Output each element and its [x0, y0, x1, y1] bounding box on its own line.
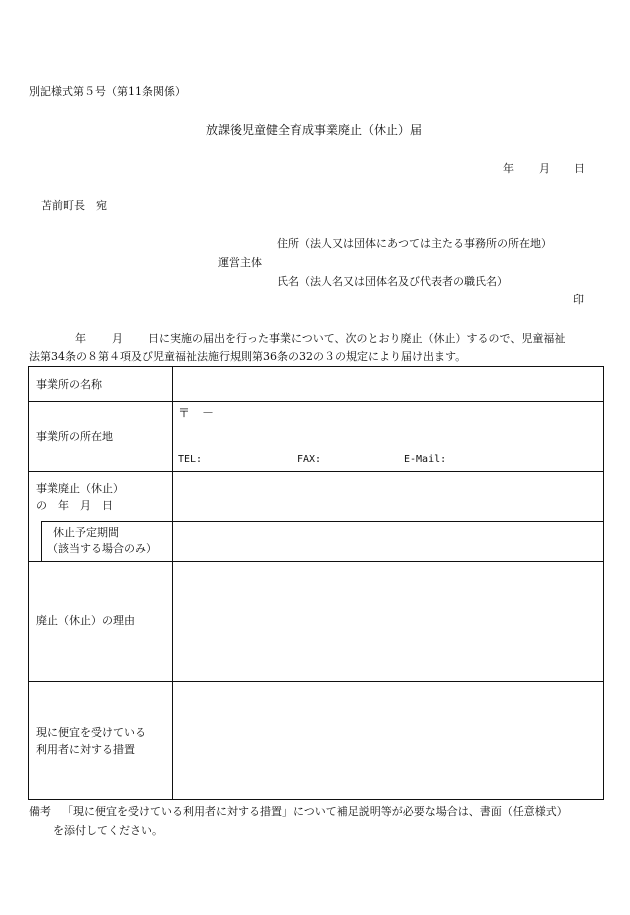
document-title: 放課後児童健全育成事業廃止（休止）届	[206, 123, 423, 137]
postal-mark: 〒 －	[178, 406, 215, 420]
addressee: 苫前町長 宛	[41, 199, 107, 212]
form-number: 別記様式第５号（第11条関係）	[29, 85, 186, 98]
reason-field[interactable]	[175, 563, 601, 679]
business-name-field[interactable]	[175, 369, 601, 399]
operator-name-label: 氏名（法人名又は団体名及び代表者の職氏名）	[277, 275, 508, 288]
label-discontinuation-date-a: 事業廃止（休止）	[36, 482, 124, 495]
date-day: 日	[574, 162, 585, 175]
business-address-field[interactable]	[175, 403, 601, 453]
remarks-line2: を添付してください。	[53, 824, 163, 837]
remarks-prefix: 備考	[29, 805, 51, 818]
label-discontinuation-date-b: の 年 月 日	[36, 499, 113, 512]
date-month: 月	[539, 162, 550, 175]
label-suspension-period-b: （該当する場合のみ）	[47, 542, 157, 555]
label-suspension-period-a: 休止予定期間	[53, 526, 119, 539]
row-line	[29, 401, 603, 402]
label-business-address: 事業所の所在地	[36, 430, 113, 443]
indent-divider	[41, 521, 42, 561]
seal-mark: 印	[573, 293, 584, 306]
body-year: 年	[75, 332, 86, 345]
operator-label: 運営主体	[218, 256, 262, 269]
body-month: 月	[112, 332, 123, 345]
row-line	[29, 681, 603, 682]
operator-address-label: 住所（法人又は団体にあつては主たる事務所の所在地）	[277, 237, 552, 250]
body-line1: 日に実施の届出を行った事業について、次のとおり廃止（休止）するので、児童福祉	[148, 332, 566, 345]
column-divider	[172, 367, 173, 799]
row-line	[29, 471, 603, 472]
body-line2: 法第34条の８第４項及び児童福祉法施行規則第36条の32の３の規定により届け出ます。	[29, 350, 467, 363]
date-year: 年	[503, 162, 514, 175]
discontinuation-date-field[interactable]	[175, 473, 601, 519]
email-label: E-Mail:	[404, 454, 447, 465]
label-business-name-text: 事業所の名称	[36, 378, 102, 391]
label-business-name	[36, 379, 166, 390]
label-user-measures-a: 現に便宜を受けている	[36, 726, 146, 739]
form-table	[28, 366, 604, 800]
label-reason: 廃止（休止）の理由	[36, 614, 135, 627]
fax-label: FAX:	[297, 454, 322, 465]
user-measures-field[interactable]	[175, 683, 601, 797]
suspension-period-field[interactable]	[175, 523, 601, 559]
row-line	[29, 561, 603, 562]
label-user-measures-b: 利用者に対する措置	[36, 743, 135, 756]
row-line	[41, 521, 603, 522]
remarks-line1: 「現に便宜を受けている利用者に対する措置」について補足説明等が必要な場合は、書面（任意様式）	[62, 805, 568, 818]
tel-label: TEL:	[178, 454, 203, 465]
